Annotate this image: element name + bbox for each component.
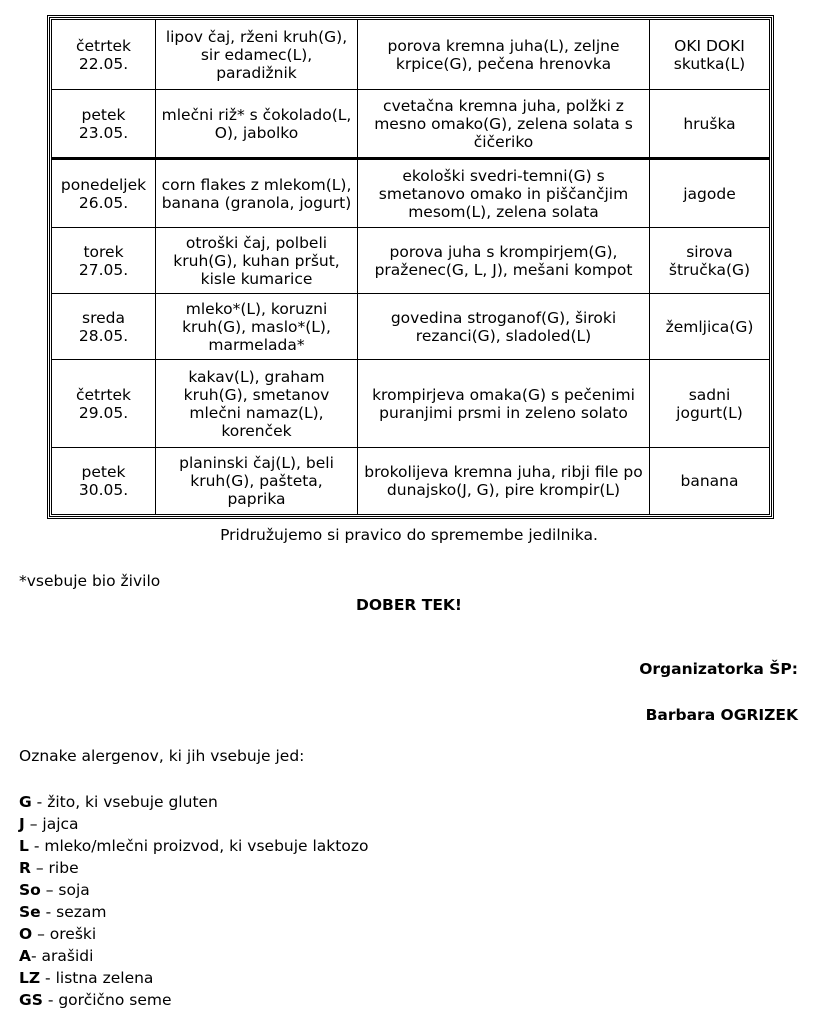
allergen-text: ribe	[48, 859, 79, 877]
breakfast-cell: lipov čaj, rženi kruh(G), sir edamec(L), paradižnik	[156, 20, 358, 90]
allergen-intro: Oznake alergenov, ki jih vsebuje jed:	[19, 747, 305, 765]
allergen-code: J	[19, 815, 25, 833]
lunch-cell: cvetačna kremna juha, polžki z mesno omako(G), zelena solata s čičeriko	[358, 90, 650, 158]
snack-cell: banana	[680, 472, 739, 490]
snack-cell: hruška	[650, 90, 769, 158]
allergen-text: jajca	[42, 815, 79, 833]
day-name: sreda	[82, 308, 125, 327]
allergen-sep: -	[40, 903, 57, 921]
day-date: 28.05.	[78, 326, 129, 345]
table-row	[52, 294, 769, 360]
day-name: ponedeljek	[60, 175, 147, 194]
lunch-cell: krompirjeva omaka(G) s pečenimi puranjimi prsmi in zeleno solato	[358, 360, 650, 448]
allergen-sep: –	[40, 881, 59, 899]
breakfast-cell: planinski čaj(L), beli kruh(G), pašteta, paprika	[156, 448, 358, 514]
bio-note: *vsebuje bio živilo	[19, 572, 161, 590]
lunch-cell: ekološki svedri-temni(G) s smetanovo omako in piščančjim mesom(L), zelena solata	[358, 158, 650, 228]
breakfast-cell: otroški čaj, polbeli kruh(G), kuhan pršut, kisle kumarice	[156, 228, 358, 294]
day-name: petek	[81, 105, 126, 124]
allergen-sep: –	[24, 815, 43, 833]
allergen-code: So	[19, 881, 41, 899]
list-item	[19, 923, 368, 945]
allergen-sep: -	[31, 793, 48, 811]
allergen-code: GS	[19, 991, 43, 1009]
allergen-code: LZ	[19, 969, 41, 987]
day-date: 27.05.	[78, 260, 129, 279]
breakfast-cell: corn flakes z mlekom(L), banana (granola, jogurt)	[156, 158, 358, 228]
allergen-text: oreški	[49, 925, 97, 943]
greeting: DOBER TEK!	[355, 596, 463, 614]
list-item	[19, 879, 368, 901]
day-date: 22.05.	[78, 54, 129, 73]
list-item	[19, 813, 368, 835]
day-cell	[52, 158, 156, 228]
allergen-text: listna zelena	[55, 969, 154, 987]
allergen-code: Se	[19, 903, 41, 921]
allergen-text: žito, ki vsebuje gluten	[47, 793, 218, 811]
day-name: petek	[81, 463, 126, 481]
list-item	[19, 989, 368, 1011]
snack-cell: sadni jogurt(L)	[650, 360, 769, 448]
organizer-title: Organizatorka ŠP:	[639, 660, 798, 678]
allergen-list	[19, 791, 368, 1011]
allergen-sep: –	[30, 859, 49, 877]
table-row	[52, 158, 769, 228]
breakfast-cell: mlečni riž* s čokolado(L, O), jabolko	[156, 90, 358, 158]
list-item	[19, 901, 368, 923]
allergen-code: O	[19, 925, 33, 943]
allergen-text: gorčično seme	[58, 991, 172, 1009]
list-item	[19, 945, 368, 967]
list-item	[19, 857, 368, 879]
breakfast-cell: kakav(L), graham kruh(G), smetanov mlečni namaz(L), korenček	[156, 360, 358, 448]
list-item	[19, 791, 368, 813]
table-row	[52, 360, 769, 448]
allergen-code: R	[19, 859, 31, 877]
lunch-cell: brokolijeva kremna juha, ribji file po dunajsko(J, G), pire krompir(L)	[358, 448, 650, 514]
table-row	[52, 20, 769, 90]
allergen-sep: –	[32, 925, 50, 943]
lunch-cell: govedina stroganof(G), široki rezanci(G), sladoled(L)	[358, 294, 650, 360]
allergen-sep: -	[40, 969, 56, 987]
list-item	[19, 967, 368, 989]
snack-cell: žemljica(G)	[650, 294, 769, 360]
day-cell	[52, 294, 156, 360]
allergen-text: soja	[58, 881, 90, 899]
table-row	[52, 448, 769, 514]
allergen-text: mleko/mlečni proizvod, ki vsebuje laktozo	[44, 837, 369, 855]
allergen-sep: -	[42, 991, 59, 1009]
snack-cell: jagode	[650, 158, 769, 228]
table-row	[52, 90, 769, 158]
allergen-code: G	[19, 793, 32, 811]
day-name: četrtek	[75, 36, 132, 55]
snack-cell: sirova štručka(G)	[650, 228, 769, 294]
menu-table	[49, 17, 772, 517]
day-date: 23.05.	[78, 123, 129, 142]
lunch-cell: porova juha s krompirjem(G), praženec(G, L, J), mešani kompot	[358, 228, 650, 294]
day-date: 30.05.	[78, 481, 129, 499]
day-date: 26.05.	[78, 193, 129, 212]
day-name: torek	[83, 242, 124, 261]
allergen-code: A	[19, 947, 31, 965]
day-date: 29.05.	[78, 403, 129, 422]
day-cell	[52, 448, 156, 514]
allergen-sep: -	[28, 837, 45, 855]
list-item	[19, 835, 368, 857]
breakfast-cell: mleko*(L), koruzni kruh(G), maslo*(L), marmelada*	[156, 294, 358, 360]
day-cell	[52, 228, 156, 294]
day-cell	[52, 90, 156, 158]
snack-cell: OKI DOKI skutka(L)	[650, 20, 769, 90]
organizer-name: Barbara OGRIZEK	[645, 706, 798, 724]
day-name: četrtek	[75, 385, 132, 404]
day-cell	[52, 20, 156, 90]
allergen-text: arašidi	[41, 947, 94, 965]
table-row	[52, 228, 769, 294]
day-cell	[52, 360, 156, 448]
allergen-code: L	[19, 837, 29, 855]
allergen-sep: -	[31, 947, 42, 965]
lunch-cell: porova kremna juha(L), zeljne krpice(G), pečena hrenovka	[358, 20, 650, 90]
allergen-text: sezam	[56, 903, 107, 921]
menu-change-note: Pridružujemo si pravico do spremembe jedilnika.	[220, 526, 598, 544]
